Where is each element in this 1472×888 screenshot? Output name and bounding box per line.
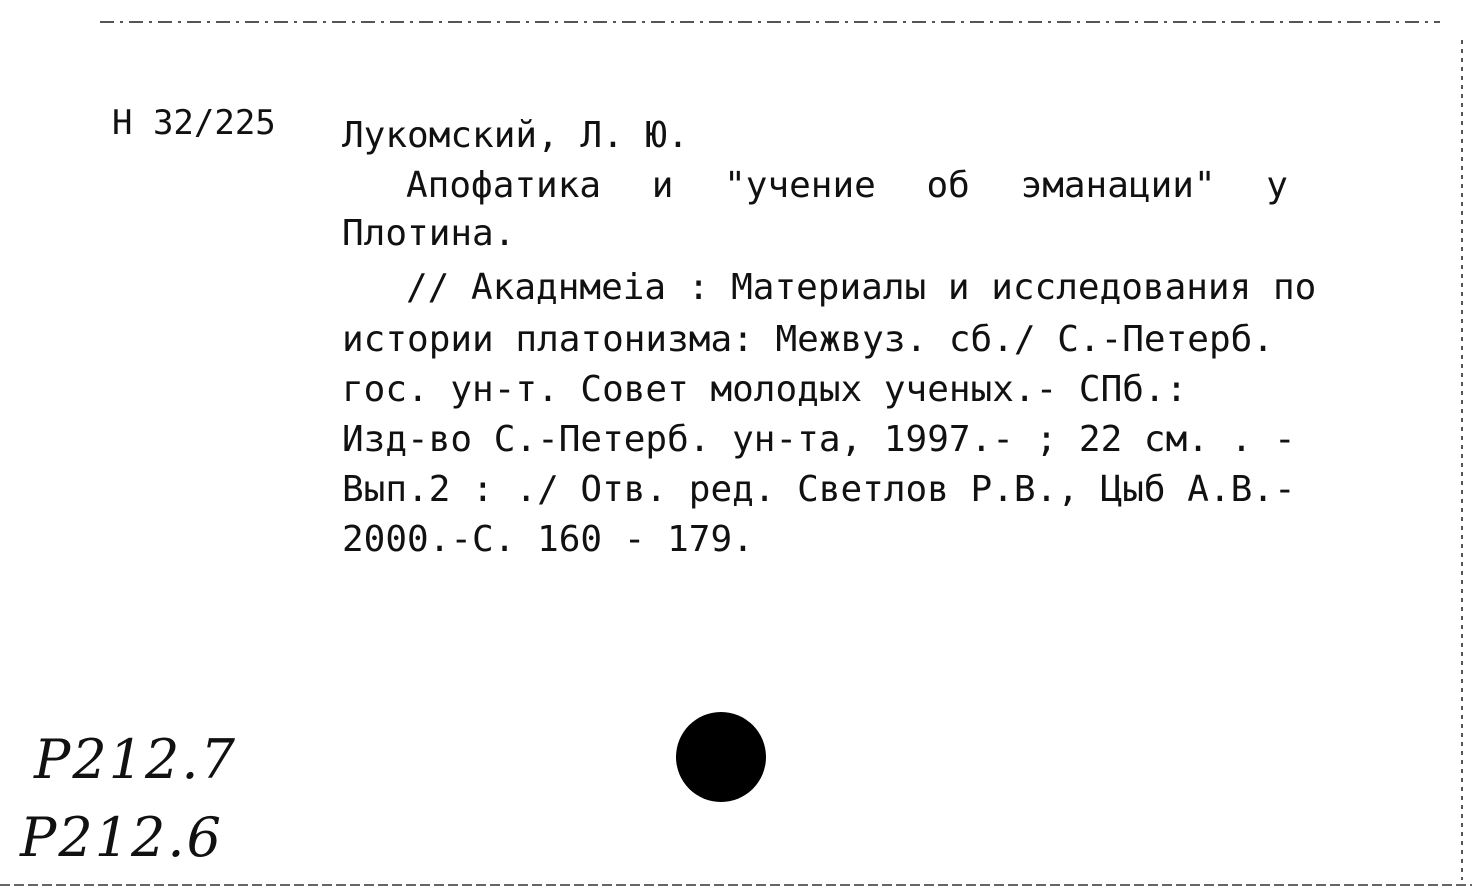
title-word: эманации" [1020,165,1216,206]
source-line: 2000.-С. 160 - 179. [342,519,754,560]
title-word: и [651,165,674,206]
handwritten-shelfmark-1: P212.7 [34,728,237,791]
title-line-1 [406,165,1288,206]
handwritten-shelfmark-2: P212.6 [20,806,223,869]
source-line: Вып.2 : ./ Отв. ред. Светлов Р.В., Цыб А.В.- [342,469,1296,510]
source-line: истории платонизма: Межвуз. сб./ С.-Петерб. [342,319,1274,360]
title-word: Апофатика [406,165,602,206]
author-heading: Лукомский, Л. Ю. [342,115,689,156]
punch-hole [676,712,766,802]
call-number: Н 32/225 [112,103,276,143]
source-line: // Акаднмеia : Материалы и исследования по [406,267,1317,308]
title-word: об [926,165,970,206]
source-line: гос. ун-т. Совет молодых ученых.- СПб.: [342,369,1188,410]
title-word: у [1266,165,1288,206]
title-word: "учение [724,165,876,206]
source-line: Изд-во С.-Петерб. ун-та, 1997.- ; 22 см. . - [342,419,1296,460]
title-line-2: Плотина. [342,213,516,254]
